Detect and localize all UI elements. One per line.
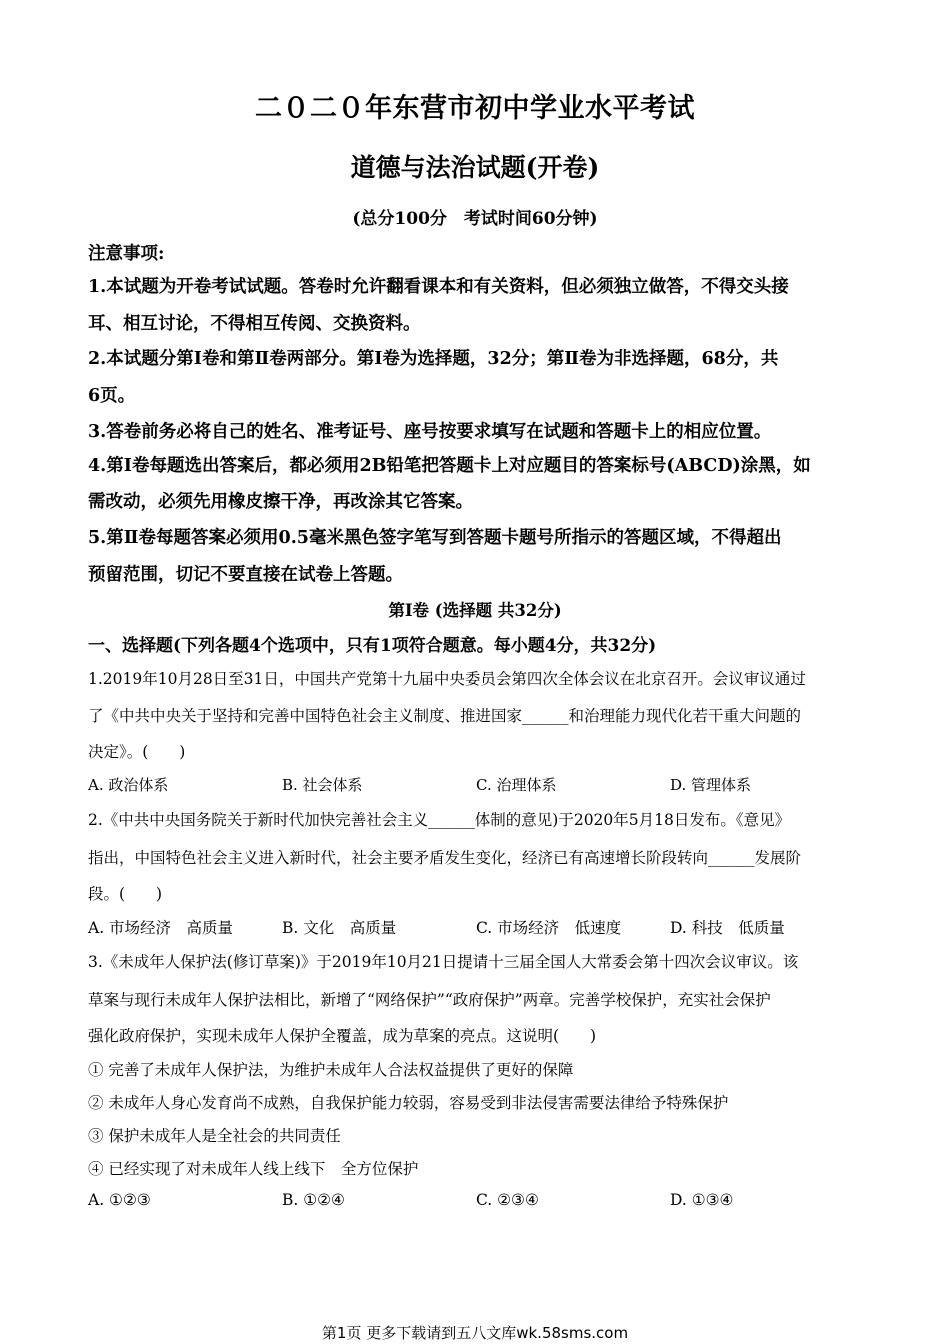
- question-2-line: 2.《中共中央国务院关于新时代加快完善社会主义______体制的意见)于2020年5月18日发布。《意见》: [88, 811, 791, 829]
- q3-option-a: A. ①②③: [88, 1191, 151, 1209]
- question-1-line: 了《中共中央关于坚持和完善中国特色社会主义制度、推进国家______和治理能力现代化若干重大问题的: [88, 707, 802, 725]
- notice-line: 4.第Ⅰ卷每题选出答案后，都必须用2B铅笔把答题卡上对应题目的答案标号(ABCD)涂黑，如: [88, 456, 811, 476]
- notice-line: 1.本试题为开卷考试试题。答卷时允许翻看课本和有关资料，但必须独立做答，不得交头接: [88, 277, 789, 297]
- q2-option-a: A. 市场经济 高质量: [88, 919, 234, 937]
- question-3-statement: ④ 已经实现了对未成年人线上线下 全方位保护: [88, 1160, 419, 1178]
- question-1-line: 1.2019年10月28日至31日，中国共产党第十九届中央委员会第四次全体会议在北京召开。会议审议通过: [88, 670, 806, 688]
- q1-option-c: C. 治理体系: [476, 776, 557, 794]
- question-3-line: 3.《未成年人保护法(修订草案)》于2019年10月21日提请十三届全国人大常委会第十四次会议审议。该: [88, 953, 799, 971]
- notice-line: 需改动，必须先用橡皮擦干净，再改涂其它答案。: [88, 492, 473, 512]
- q1-option-a: A. 政治体系: [88, 776, 169, 794]
- notice-line: 2.本试题分第Ⅰ卷和第Ⅱ卷两部分。第Ⅰ卷为选择题，32分；第Ⅱ卷为非选择题，68分，共: [88, 349, 779, 369]
- notice-line: 3.答卷前务必将自己的姓名、准考证号、座号按要求填写在试题和答题卡上的相应位置。: [88, 422, 772, 442]
- notice-heading: 注意事项:: [88, 244, 165, 264]
- question-3-statement: ① 完善了未成年人保护法，为维护未成年人合法权益提供了更好的保障: [88, 1061, 574, 1079]
- exam-subtitle: 道德与法治试题(开卷): [350, 153, 600, 182]
- q3-option-d: D. ①③④: [670, 1191, 734, 1209]
- q2-option-b: B. 文化 高质量: [282, 919, 397, 937]
- notice-line: 6页。: [88, 386, 136, 406]
- notice-line: 耳、相互讨论，不得相互传阅、交换资料。: [88, 314, 421, 334]
- exam-info: (总分100分 考试时间60分钟): [352, 209, 598, 229]
- question-2-line: 指出，中国特色社会主义进入新时代，社会主要矛盾发生变化，经济已有高速增长阶段转向______发展阶: [88, 849, 802, 867]
- question-3-line: 草案与现行未成年人保护法相比，新增了“网络保护”“政府保护”两章。完善学校保护，充实社会保护: [88, 991, 771, 1009]
- question-2-line: 段。( ): [88, 885, 163, 903]
- page-footer: 第1页 更多下载请到五八文库wk.58sms.com: [321, 1324, 629, 1342]
- part-title: 一、选择题(下列各题4个选项中，只有1项符合题意。每小题4分，共32分): [88, 636, 657, 656]
- notice-line: 预留范围，切记不要直接在试卷上答题。: [88, 565, 403, 585]
- q1-option-b: B. 社会体系: [282, 776, 363, 794]
- q3-option-c: C. ②③④: [476, 1191, 539, 1209]
- notice-line: 5.第Ⅱ卷每题答案必须用0.5毫米黑色签字笔写到答题卡题号所指示的答题区域，不得超出: [88, 528, 782, 548]
- question-3-line: 强化政府保护，实现未成年人保护全覆盖，成为草案的亮点。这说明( ): [88, 1027, 597, 1045]
- question-3-statement: ③ 保护未成年人是全社会的共同责任: [88, 1127, 341, 1145]
- section-title: 第Ⅰ卷 (选择题 共32分): [388, 601, 562, 620]
- q1-option-d: D. 管理体系: [670, 776, 752, 794]
- exam-title: 二０二０年东营市初中学业水平考试: [255, 93, 695, 124]
- q2-option-d: D. 科技 低质量: [670, 919, 785, 937]
- q2-option-c: C. 市场经济 低速度: [476, 919, 622, 937]
- question-3-statement: ② 未成年人身心发育尚不成熟，自我保护能力较弱，容易受到非法侵害需要法律给予特殊保护: [88, 1094, 729, 1112]
- question-1-line: 决定》。( ): [88, 743, 186, 761]
- q3-option-b: B. ①②④: [282, 1191, 345, 1209]
